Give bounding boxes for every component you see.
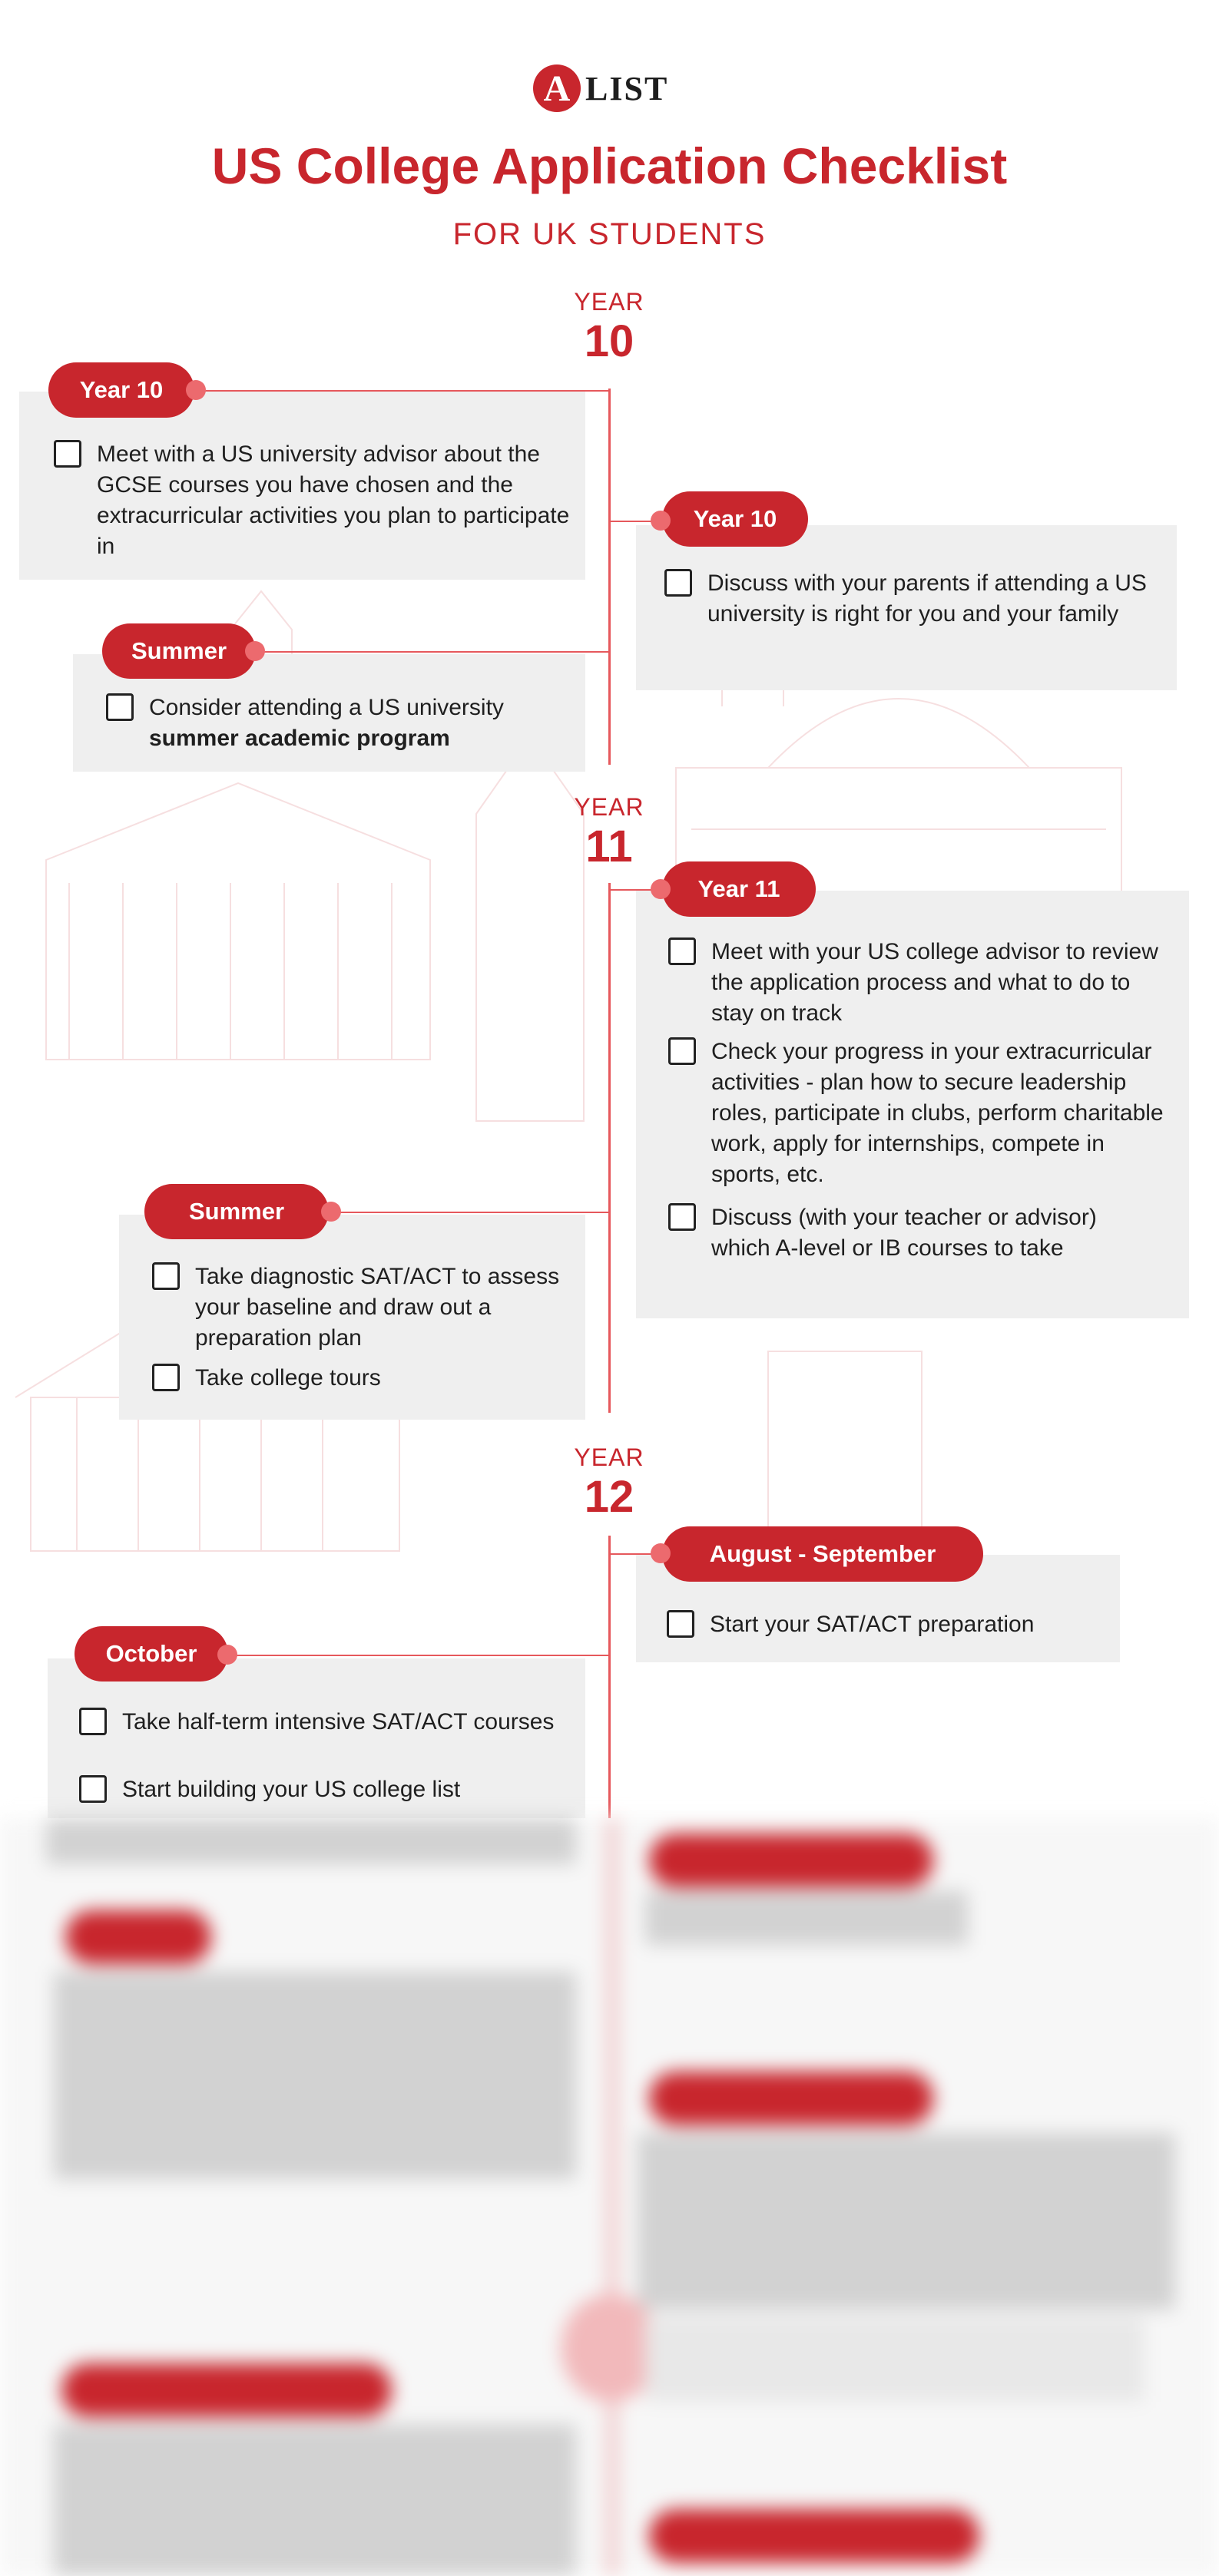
checkbox[interactable] bbox=[152, 1262, 180, 1290]
checkbox[interactable] bbox=[667, 1610, 694, 1638]
year-number: 11 bbox=[585, 822, 633, 871]
brand-logo bbox=[533, 64, 668, 112]
connector-line bbox=[611, 521, 657, 522]
timeline-line bbox=[608, 1536, 611, 1818]
timeline-line bbox=[608, 883, 611, 1413]
checklist-item[interactable] bbox=[667, 1609, 1112, 1640]
timeline-dot bbox=[651, 511, 671, 531]
item-text-bold: summer academic program bbox=[149, 726, 450, 751]
checkbox[interactable] bbox=[79, 1775, 107, 1803]
year-number: 12 bbox=[584, 1472, 634, 1522]
timeline-dot bbox=[651, 1543, 671, 1563]
checkbox[interactable] bbox=[79, 1708, 107, 1735]
checklist-item[interactable] bbox=[54, 439, 576, 562]
item-text-prefix: Consider attending a US university bbox=[149, 695, 504, 720]
checklist-item[interactable] bbox=[152, 1262, 567, 1354]
year10-summer-pill: Summer bbox=[102, 623, 256, 679]
item-text: Discuss with your parents if attending a US university is right for you and your family bbox=[707, 570, 1147, 627]
item-text: Start building your US college list bbox=[122, 1777, 461, 1802]
checkbox[interactable] bbox=[668, 1037, 696, 1065]
checklist-item[interactable] bbox=[106, 693, 575, 754]
timeline-dot bbox=[651, 879, 671, 899]
timeline-dot bbox=[186, 380, 206, 400]
item-text: Meet with your US college advisor to review the application process and what to do to stay on track bbox=[711, 939, 1158, 1026]
item-text: Discuss (with your teacher or advisor) which A-level or IB courses to take bbox=[711, 1205, 1097, 1261]
year10-right-pill: Year 10 bbox=[662, 491, 808, 547]
logo-text: LIST bbox=[585, 69, 669, 107]
logo-mark: A bbox=[533, 64, 581, 112]
checklist-item[interactable] bbox=[668, 937, 1160, 1029]
page-title: US College Application Checklist bbox=[211, 137, 1008, 194]
checklist-item[interactable] bbox=[668, 1202, 1144, 1264]
connector-line bbox=[261, 651, 609, 653]
timeline-dot bbox=[245, 641, 265, 661]
year12-augsep-pill: August - September bbox=[662, 1526, 983, 1582]
item-text: Take diagnostic SAT/ACT to assess your baseline and draw out a preparation plan bbox=[195, 1264, 560, 1351]
year-word: YEAR bbox=[574, 1443, 644, 1471]
item-text: Meet with a US university advisor about the GCSE courses you have chosen and the extracurricular activities you plan to participate in bbox=[97, 441, 570, 559]
year12-october-pill: October bbox=[75, 1626, 228, 1682]
item-text: Start your SAT/ACT preparation bbox=[710, 1612, 1035, 1637]
year-10-heading bbox=[532, 288, 686, 364]
checkbox[interactable] bbox=[668, 937, 696, 965]
year-word: YEAR bbox=[574, 288, 644, 316]
blurred-content-overlay bbox=[0, 1818, 1219, 2576]
year-number: 10 bbox=[584, 316, 634, 366]
checklist-item[interactable] bbox=[152, 1363, 567, 1394]
year10-left-pill: Year 10 bbox=[48, 362, 194, 418]
item-text: Take half-term intensive SAT/ACT courses bbox=[122, 1709, 555, 1734]
year11-summer-pill: Summer bbox=[144, 1184, 329, 1239]
checklist-item[interactable] bbox=[664, 568, 1148, 630]
page-subtitle: FOR UK STUDENTS bbox=[452, 217, 767, 251]
checkbox[interactable] bbox=[664, 569, 692, 597]
item-text: Take college tours bbox=[195, 1365, 381, 1391]
item-text: Check your progress in your extracurricular activities - plan how to secure leadership roles, participate in clubs, perform charitable work, apply for internships, compete in sports, etc. bbox=[711, 1039, 1164, 1187]
timeline-line bbox=[608, 389, 611, 765]
checkbox[interactable] bbox=[152, 1364, 180, 1391]
connector-line bbox=[334, 1212, 609, 1213]
timeline-dot bbox=[217, 1645, 237, 1665]
checklist-item[interactable] bbox=[79, 1774, 555, 1805]
connector-line bbox=[230, 1655, 609, 1656]
year-11-heading bbox=[532, 793, 686, 869]
checklist-item[interactable] bbox=[79, 1707, 555, 1738]
item-text bbox=[149, 693, 504, 754]
year11-right-pill: Year 11 bbox=[662, 861, 816, 917]
checkbox[interactable] bbox=[54, 440, 81, 468]
year-12-heading bbox=[532, 1443, 686, 1522]
checklist-item[interactable] bbox=[668, 1037, 1168, 1190]
year-word: YEAR bbox=[574, 793, 644, 821]
checkbox[interactable] bbox=[106, 693, 134, 721]
checkbox[interactable] bbox=[668, 1203, 696, 1231]
timeline-dot bbox=[321, 1202, 341, 1222]
